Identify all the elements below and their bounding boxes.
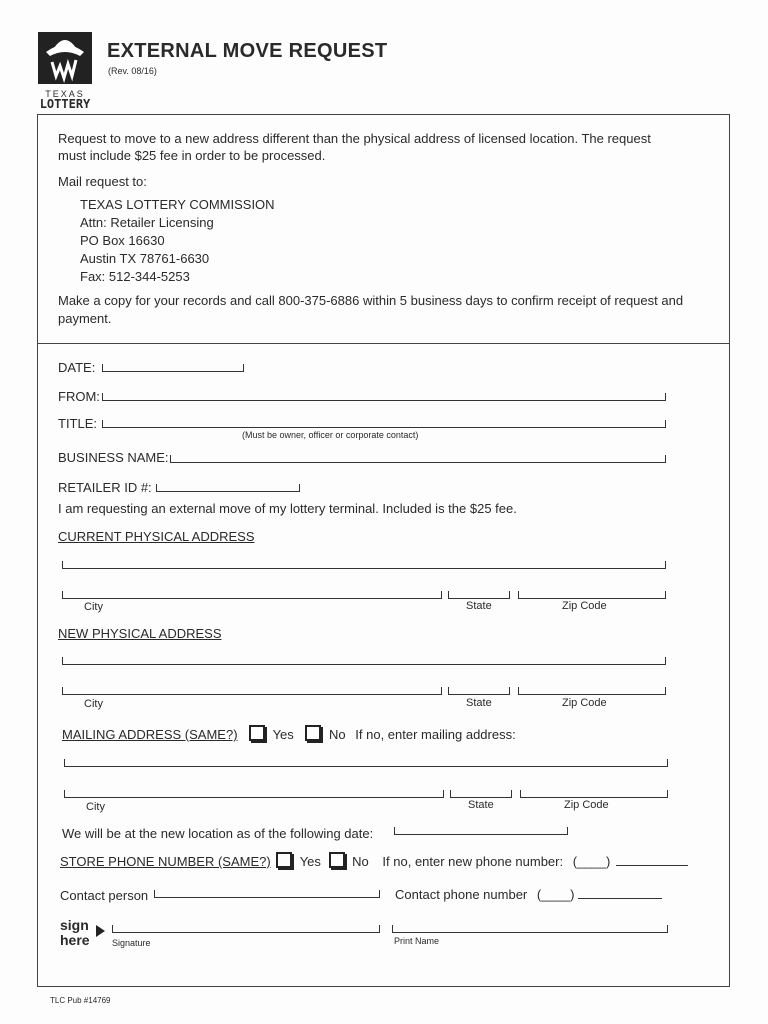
from-field[interactable] bbox=[102, 393, 666, 401]
title-field[interactable] bbox=[102, 420, 666, 428]
phone-instruction: If no, enter new phone number: bbox=[382, 854, 564, 869]
print-name-label: Print Name bbox=[394, 936, 440, 946]
logo-text-texas: TEXAS bbox=[45, 89, 85, 99]
business-name-label: BUSINESS NAME: bbox=[58, 450, 169, 465]
revision: (Rev. 08/16) bbox=[108, 66, 157, 76]
lottery-logo bbox=[36, 30, 96, 110]
page-title: EXTERNAL MOVE REQUEST bbox=[107, 40, 388, 62]
mailing-zip-label: Zip Code bbox=[564, 799, 609, 811]
mailing-zip-field[interactable] bbox=[520, 790, 668, 798]
new-location-date-label: We will be at the new location as of the following date: bbox=[62, 826, 374, 841]
logo-text-lottery: LOTTERY bbox=[39, 97, 91, 111]
mail-to-label: Mail request to: bbox=[58, 174, 147, 189]
new-city-field[interactable] bbox=[62, 687, 442, 695]
intro-line-1: Request to move to a new address different than the physical address of licensed location. The request bbox=[58, 131, 651, 146]
contact-phone-field[interactable] bbox=[578, 886, 662, 899]
current-zip-label: Zip Code bbox=[562, 600, 607, 612]
mailing-no-checkbox[interactable] bbox=[305, 725, 321, 741]
new-state-field[interactable] bbox=[448, 687, 510, 695]
address-line-5: Fax: 512-344-5253 bbox=[80, 269, 190, 284]
new-phone-field[interactable] bbox=[616, 853, 688, 866]
phone-row bbox=[60, 852, 688, 869]
phone-yes-label: Yes bbox=[299, 854, 321, 869]
mailing-row bbox=[62, 725, 516, 742]
signature-field[interactable] bbox=[112, 925, 380, 933]
from-label: FROM: bbox=[58, 389, 100, 404]
address-line-4: Austin TX 78761-6630 bbox=[80, 251, 210, 266]
mailing-yes-label: Yes bbox=[272, 727, 294, 742]
contact-person-field[interactable] bbox=[154, 890, 380, 898]
current-city-field[interactable] bbox=[62, 591, 442, 599]
new-zip-field[interactable] bbox=[518, 687, 666, 695]
new-location-date-field[interactable] bbox=[394, 827, 568, 835]
print-name-field[interactable] bbox=[392, 925, 668, 933]
publication-number: TLC Pub #14769 bbox=[50, 996, 111, 1005]
current-city-label: City bbox=[84, 601, 103, 613]
current-state-label: State bbox=[466, 600, 492, 612]
signature-label: Signature bbox=[112, 938, 151, 948]
mailing-street-field[interactable] bbox=[64, 759, 668, 767]
mailing-state-field[interactable] bbox=[450, 790, 512, 798]
new-zip-label: Zip Code bbox=[562, 697, 607, 709]
contact-phone-label: Contact phone number bbox=[395, 887, 528, 902]
phone-area-code[interactable]: (____) bbox=[572, 854, 611, 869]
date-label: DATE: bbox=[58, 360, 96, 375]
mailing-address-label: MAILING ADDRESS (SAME?) bbox=[62, 727, 238, 742]
current-zip-field[interactable] bbox=[518, 591, 666, 599]
request-statement: I am requesting an external move of my lottery terminal. Included is the $25 fee. bbox=[58, 501, 517, 516]
mailing-city-field[interactable] bbox=[64, 790, 444, 798]
current-street-field[interactable] bbox=[62, 561, 666, 569]
current-state-field[interactable] bbox=[448, 591, 510, 599]
business-name-field[interactable] bbox=[170, 455, 666, 463]
title-note: (Must be owner, officer or corporate contact) bbox=[242, 430, 419, 440]
here-text: here bbox=[60, 932, 90, 948]
sign-here-marker bbox=[60, 918, 90, 948]
mailing-instruction: If no, enter mailing address: bbox=[355, 727, 516, 742]
phone-no-label: No bbox=[352, 854, 369, 869]
mailing-city-label: City bbox=[86, 801, 105, 813]
phone-yes-checkbox[interactable] bbox=[276, 852, 292, 868]
contact-person-label: Contact person bbox=[60, 888, 149, 903]
retailer-id-label: RETAILER ID #: bbox=[58, 480, 152, 495]
mailing-yes-checkbox[interactable] bbox=[249, 725, 265, 741]
phone-no-checkbox[interactable] bbox=[329, 852, 345, 868]
address-line-1: TEXAS LOTTERY COMMISSION bbox=[80, 197, 275, 212]
arrow-right-icon bbox=[96, 925, 105, 937]
mailing-no-label: No bbox=[329, 727, 346, 742]
sign-text: sign bbox=[60, 917, 89, 933]
copy-line-1: Make a copy for your records and call 800-375-6886 within 5 business days to confirm receipt of request and bbox=[58, 293, 684, 308]
new-city-label: City bbox=[84, 698, 103, 710]
address-line-2: Attn: Retailer Licensing bbox=[80, 215, 214, 230]
store-phone-label: STORE PHONE NUMBER (SAME?) bbox=[60, 854, 271, 869]
retailer-id-field[interactable] bbox=[156, 484, 300, 492]
cowboy-logo-icon bbox=[36, 30, 94, 86]
new-address-heading: NEW PHYSICAL ADDRESS bbox=[58, 626, 222, 641]
contact-phone-row bbox=[395, 886, 662, 902]
new-street-field[interactable] bbox=[62, 657, 666, 665]
mailing-state-label: State bbox=[468, 799, 494, 811]
new-state-label: State bbox=[466, 697, 492, 709]
current-address-heading: CURRENT PHYSICAL ADDRESS bbox=[58, 529, 255, 544]
date-field[interactable] bbox=[102, 364, 244, 372]
contact-area-code[interactable]: (____) bbox=[536, 887, 575, 902]
copy-line-2: payment. bbox=[58, 311, 112, 326]
address-line-3: PO Box 16630 bbox=[80, 233, 165, 248]
intro-line-2: must include $25 fee in order to be processed. bbox=[58, 148, 326, 163]
title-label: TITLE: bbox=[58, 416, 98, 431]
